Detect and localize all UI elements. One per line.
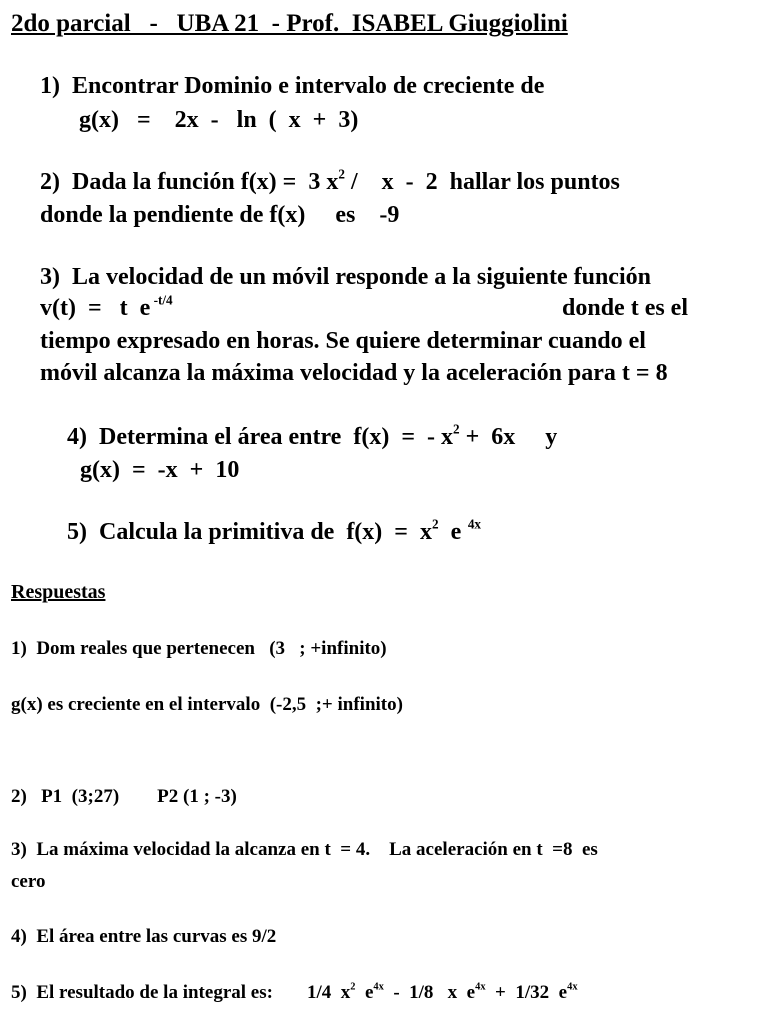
question-3-line-2 <box>40 292 173 321</box>
a5-term-1: 1/4 x <box>306 982 351 1003</box>
a5-term-1-exp: 2 <box>350 981 356 993</box>
question-4-line-2: g(x) = -x + 10 <box>80 457 240 483</box>
a5-term-1-e: e <box>355 982 374 1003</box>
q5-text-b: e <box>438 519 462 545</box>
answer-5 <box>11 983 578 1002</box>
question-3-line-3: tiempo expresado en horas. Se quiere determinar cuando el <box>40 328 646 354</box>
q4-text-a: 4) Determina el área entre f(x) = - x <box>67 424 453 450</box>
answers-heading: Respuestas <box>11 581 106 603</box>
a5-label: 5) El resultado de la integral es: <box>11 982 273 1003</box>
q2-text-b: / x - 2 hallar los puntos <box>344 169 620 195</box>
a5-term-3-exp: 4x <box>567 981 578 993</box>
answer-1-line-1: 1) Dom reales que pertenecen (3 ; +infinito) <box>11 638 387 659</box>
answer-1-line-2: g(x) es creciente en el intervalo (-2,5 ;+ infinito) <box>11 694 403 715</box>
q3-exponent: -t/4 <box>150 292 173 308</box>
q4-text-b: + 6x y <box>459 424 558 450</box>
q2-exponent: 2 <box>338 166 345 182</box>
q4-exponent: 2 <box>452 421 460 437</box>
q3-velocity-a: v(t) = t e <box>40 295 151 321</box>
answer-3-line-2: cero <box>11 871 46 892</box>
question-4-line-1 <box>67 421 558 450</box>
page-title: 2do parcial - UBA 21 - Prof. ISABEL Giuggiolini <box>11 10 568 37</box>
q5-exponent-1: 2 <box>431 516 439 532</box>
a5-term-2-exp: 4x <box>475 981 486 993</box>
question-1-line-1: 1) Encontrar Dominio e intervalo de creciente de <box>40 73 545 99</box>
q5-text-a: 5) Calcula la primitiva de f(x) = x <box>67 519 432 545</box>
answer-2: 2) P1 (3;27) P2 (1 ; -3) <box>11 786 237 807</box>
q2-text-a: 2) Dada la función f(x) = 3 x <box>40 169 339 195</box>
q5-exponent-2: 4x <box>461 516 481 532</box>
answer-4: 4) El área entre las curvas es 9/2 <box>11 926 277 947</box>
question-1-line-2: g(x) = 2x - ln ( x + 3) <box>79 107 359 133</box>
a5-term-3: + 1/32 e <box>485 982 568 1003</box>
question-3-line-2-right: donde t es el <box>562 295 688 321</box>
answer-3-line-1: 3) La máxima velocidad la alcanza en t = 4. La aceleración en t =8 es <box>11 839 598 860</box>
question-3-line-1: 3) La velocidad de un móvil responde a la siguiente función <box>40 264 651 290</box>
question-2-line-2: donde la pendiente de f(x) es -9 <box>40 202 400 228</box>
question-2-line-1 <box>40 166 620 195</box>
a5-term-1-exp-2: 4x <box>373 981 384 993</box>
a5-term-2: - 1/8 x e <box>383 982 476 1003</box>
question-5-line-1 <box>67 516 481 545</box>
question-3-line-4: móvil alcanza la máxima velocidad y la aceleración para t = 8 <box>40 360 668 386</box>
